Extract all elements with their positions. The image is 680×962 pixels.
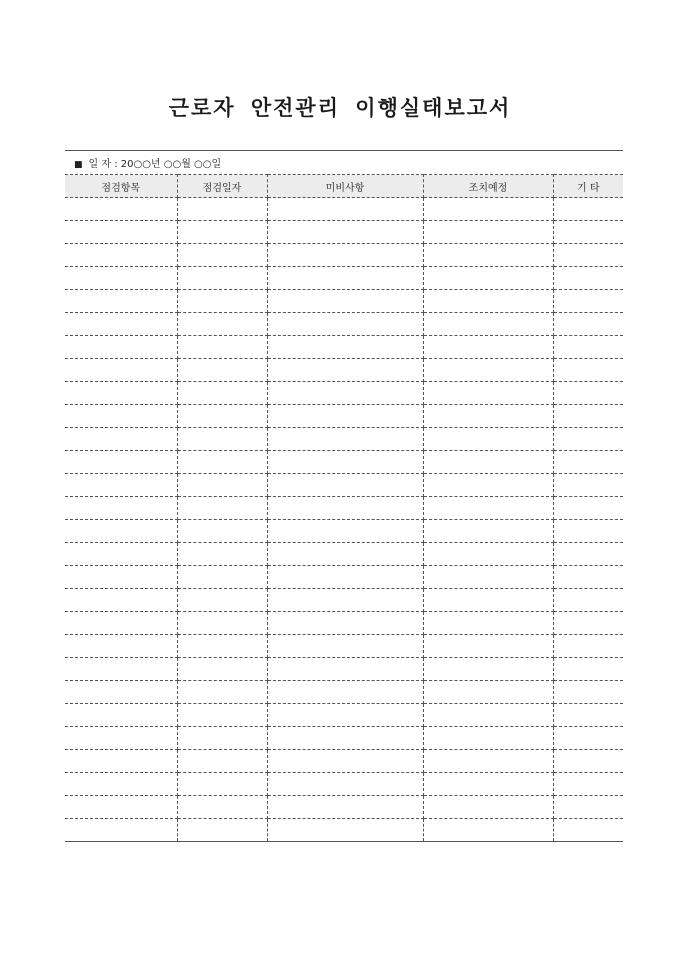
table-cell[interactable]	[553, 658, 623, 681]
table-row	[65, 428, 623, 451]
table-row	[65, 313, 623, 336]
table-cell[interactable]	[423, 566, 553, 589]
table-cell[interactable]	[553, 474, 623, 497]
table-row	[65, 497, 623, 520]
table-row	[65, 474, 623, 497]
table-cell[interactable]	[553, 635, 623, 658]
table-cell[interactable]	[423, 198, 553, 221]
table-cell[interactable]	[177, 405, 267, 428]
table-cell[interactable]	[177, 589, 267, 612]
table-cell[interactable]	[65, 750, 177, 773]
table-cell[interactable]	[177, 428, 267, 451]
table-cell[interactable]	[65, 497, 177, 520]
table-cell[interactable]	[65, 566, 177, 589]
table-row	[65, 359, 623, 382]
table-cell[interactable]	[267, 589, 423, 612]
table-row	[65, 290, 623, 313]
table-cell[interactable]	[177, 290, 267, 313]
table-cell[interactable]	[177, 681, 267, 704]
table-cell[interactable]	[177, 566, 267, 589]
table-cell[interactable]	[553, 566, 623, 589]
table-cell[interactable]	[267, 244, 423, 267]
table-cell[interactable]	[267, 474, 423, 497]
table-cell[interactable]	[65, 428, 177, 451]
table-cell[interactable]	[267, 727, 423, 750]
table-cell[interactable]	[553, 428, 623, 451]
table-cell[interactable]	[177, 773, 267, 796]
table-cell[interactable]	[267, 796, 423, 819]
table-cell[interactable]	[177, 704, 267, 727]
table-cell[interactable]	[65, 474, 177, 497]
table-row	[65, 681, 623, 704]
table-cell[interactable]	[177, 198, 267, 221]
table-cell[interactable]	[267, 313, 423, 336]
table-cell[interactable]	[553, 773, 623, 796]
table-body	[65, 198, 623, 842]
table-cell[interactable]	[65, 658, 177, 681]
table-cell[interactable]	[423, 336, 553, 359]
table-cell[interactable]	[177, 244, 267, 267]
table-cell[interactable]	[65, 520, 177, 543]
table-cell[interactable]	[65, 612, 177, 635]
table-cell[interactable]	[553, 681, 623, 704]
table-row	[65, 520, 623, 543]
table-row	[65, 405, 623, 428]
table-cell[interactable]	[65, 221, 177, 244]
table-cell[interactable]	[553, 359, 623, 382]
table-cell[interactable]	[553, 221, 623, 244]
table-cell[interactable]	[267, 382, 423, 405]
table-cell[interactable]	[177, 313, 267, 336]
table-cell[interactable]	[553, 244, 623, 267]
table-cell[interactable]	[423, 290, 553, 313]
table-cell[interactable]	[267, 520, 423, 543]
date-label: 일 자 : 20○○년 ○○월 ○○일	[88, 159, 222, 170]
table-cell[interactable]	[65, 773, 177, 796]
table-cell[interactable]	[177, 267, 267, 290]
table-cell[interactable]	[65, 451, 177, 474]
table-cell[interactable]	[267, 750, 423, 773]
square-bullet-icon: ■	[74, 160, 83, 170]
table-cell[interactable]	[177, 612, 267, 635]
table-cell[interactable]	[423, 382, 553, 405]
table-cell[interactable]	[177, 727, 267, 750]
table-cell[interactable]	[177, 497, 267, 520]
table-row	[65, 819, 623, 842]
table-cell[interactable]	[267, 773, 423, 796]
table-cell[interactable]	[423, 750, 553, 773]
table-cell[interactable]	[65, 244, 177, 267]
table-cell[interactable]	[177, 796, 267, 819]
table-cell[interactable]	[65, 589, 177, 612]
table-cell[interactable]	[423, 658, 553, 681]
table-row	[65, 198, 623, 221]
table-cell[interactable]	[267, 819, 423, 842]
table-cell[interactable]	[65, 727, 177, 750]
header-deficiencies: 미비사항	[267, 175, 423, 198]
table-cell[interactable]	[65, 543, 177, 566]
table-cell[interactable]	[267, 267, 423, 290]
table-cell[interactable]	[65, 336, 177, 359]
table-row	[65, 221, 623, 244]
table-cell[interactable]	[267, 221, 423, 244]
table-cell[interactable]	[553, 336, 623, 359]
table-cell[interactable]	[423, 474, 553, 497]
table-cell[interactable]	[177, 221, 267, 244]
table-cell[interactable]	[423, 267, 553, 290]
table-cell[interactable]	[177, 658, 267, 681]
table-cell[interactable]	[553, 267, 623, 290]
table-cell[interactable]	[423, 543, 553, 566]
table-cell[interactable]	[267, 336, 423, 359]
table-cell[interactable]	[423, 497, 553, 520]
table-cell[interactable]	[553, 796, 623, 819]
table-cell[interactable]	[423, 520, 553, 543]
table-cell[interactable]	[423, 796, 553, 819]
table-cell[interactable]	[267, 451, 423, 474]
table-row	[65, 566, 623, 589]
table-cell[interactable]	[267, 566, 423, 589]
table-cell[interactable]	[267, 658, 423, 681]
table-row	[65, 382, 623, 405]
table-cell[interactable]	[553, 819, 623, 842]
table-cell[interactable]	[177, 336, 267, 359]
table-cell[interactable]	[423, 428, 553, 451]
table-row	[65, 750, 623, 773]
header-other: 기 타	[553, 175, 623, 198]
table-cell[interactable]	[267, 359, 423, 382]
table-cell[interactable]	[423, 612, 553, 635]
table-row	[65, 267, 623, 290]
table-row	[65, 244, 623, 267]
table-cell[interactable]	[553, 451, 623, 474]
table-cell[interactable]	[553, 520, 623, 543]
table-cell[interactable]	[177, 474, 267, 497]
table-cell[interactable]	[553, 198, 623, 221]
table-cell[interactable]	[423, 221, 553, 244]
table-cell[interactable]	[177, 451, 267, 474]
table-row	[65, 336, 623, 359]
table-cell[interactable]	[553, 750, 623, 773]
table-cell[interactable]	[177, 382, 267, 405]
table-row	[65, 658, 623, 681]
table-cell[interactable]	[65, 267, 177, 290]
table-cell[interactable]	[177, 520, 267, 543]
table-row	[65, 612, 623, 635]
header-inspection-date: 점검일자	[177, 175, 267, 198]
table-cell[interactable]	[267, 198, 423, 221]
table-cell[interactable]	[65, 635, 177, 658]
table-cell[interactable]	[267, 543, 423, 566]
table-cell[interactable]	[423, 405, 553, 428]
table-cell[interactable]	[65, 704, 177, 727]
table-cell[interactable]	[553, 405, 623, 428]
table-row	[65, 796, 623, 819]
table-cell[interactable]	[177, 750, 267, 773]
table-cell[interactable]	[177, 635, 267, 658]
table-cell[interactable]	[267, 497, 423, 520]
table-cell[interactable]	[65, 382, 177, 405]
table-row	[65, 727, 623, 750]
table-cell[interactable]	[423, 359, 553, 382]
header-inspection-item: 점검항목	[65, 175, 177, 198]
inspection-table	[65, 174, 623, 842]
table-cell[interactable]	[65, 290, 177, 313]
table-cell[interactable]	[423, 727, 553, 750]
table-cell[interactable]	[65, 796, 177, 819]
table-row	[65, 635, 623, 658]
table-row	[65, 773, 623, 796]
table-cell[interactable]	[267, 428, 423, 451]
table-row	[65, 589, 623, 612]
table-cell[interactable]	[423, 244, 553, 267]
table-cell[interactable]	[553, 704, 623, 727]
table-cell[interactable]	[423, 704, 553, 727]
table-cell[interactable]	[553, 382, 623, 405]
table-row	[65, 451, 623, 474]
table-cell[interactable]	[65, 313, 177, 336]
table-cell[interactable]	[65, 359, 177, 382]
table-cell[interactable]	[553, 313, 623, 336]
table-cell[interactable]	[267, 612, 423, 635]
table-cell[interactable]	[267, 405, 423, 428]
table-cell[interactable]	[553, 727, 623, 750]
table-cell[interactable]	[423, 589, 553, 612]
table-cell[interactable]	[267, 290, 423, 313]
table-row	[65, 543, 623, 566]
table-cell[interactable]	[553, 612, 623, 635]
document-title: 근로자 안전관리 이행실태보고서	[168, 96, 512, 120]
table-cell[interactable]	[423, 313, 553, 336]
table-cell[interactable]	[177, 543, 267, 566]
table-header-row	[65, 175, 623, 198]
table-cell[interactable]	[267, 704, 423, 727]
table-cell[interactable]	[65, 681, 177, 704]
table-cell[interactable]	[177, 359, 267, 382]
table-cell[interactable]	[267, 681, 423, 704]
table-cell[interactable]	[267, 635, 423, 658]
table-cell[interactable]	[65, 405, 177, 428]
table-row	[65, 704, 623, 727]
table-cell[interactable]	[423, 635, 553, 658]
table-cell[interactable]	[65, 819, 177, 842]
table-cell[interactable]	[553, 543, 623, 566]
report-table-area	[65, 150, 623, 847]
table-cell[interactable]	[553, 290, 623, 313]
table-cell[interactable]	[423, 819, 553, 842]
table-cell[interactable]	[423, 773, 553, 796]
table-cell[interactable]	[423, 681, 553, 704]
header-planned-action: 조치예정	[423, 175, 553, 198]
table-cell[interactable]	[65, 198, 177, 221]
table-cell[interactable]	[553, 497, 623, 520]
table-cell[interactable]	[423, 451, 553, 474]
table-cell[interactable]	[553, 589, 623, 612]
table-cell[interactable]	[177, 819, 267, 842]
